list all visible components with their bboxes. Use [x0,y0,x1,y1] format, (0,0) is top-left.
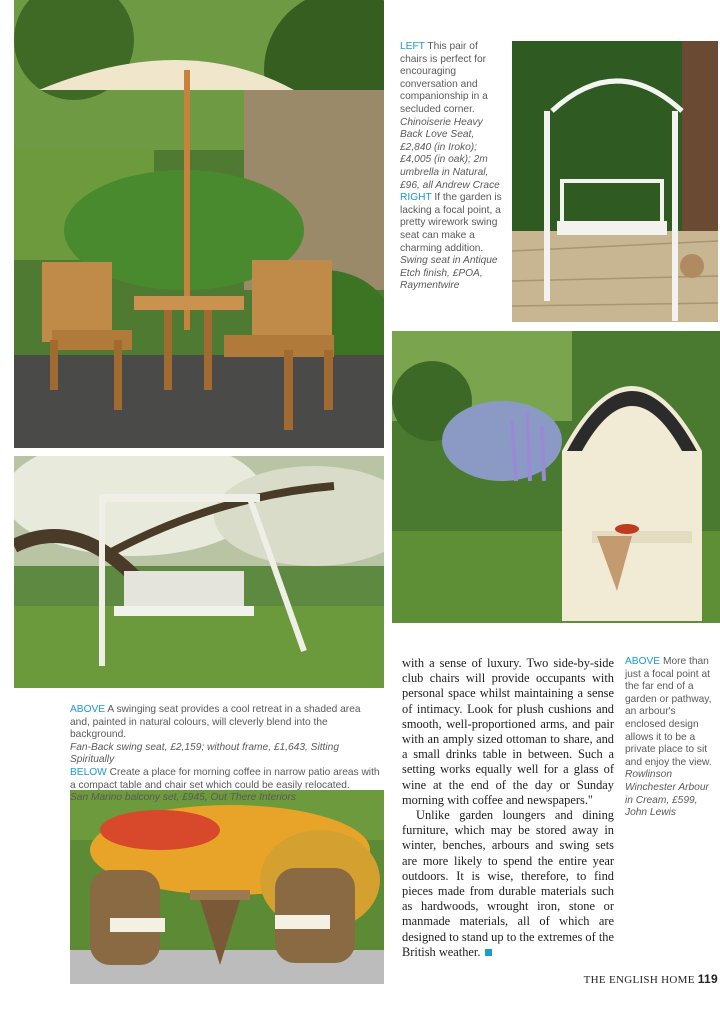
page-footer [584,972,718,986]
caption-above-text: A swinging seat provides a cool retreat in a shaded area and, painted in natural colours, will cleverly blend into the background. [70,704,361,741]
caption-below-text: Create a place for morning coffee in narrow patio areas with a compact table and chair set which could be easily relocated. [70,766,380,791]
caption-above-credit: Fan-Back swing seat, £2,159; without frame, £1,643, Sitting Spiritually [70,741,339,766]
caption-left-keyword: LEFT [400,41,425,52]
article-body [402,656,614,960]
article-paragraph-2-text: Unlike garden loungers and dining furniture, which may be stored away in winter, benches, arbours and swing sets are more likely to spend the entire year outdoors. It is wise, therefore, to find pieces made from durable materials such as hardwoods, wrought iron, stone or manmade materials, all of which are designed to stand up to the extremes of the British weather. [402,808,614,959]
end-of-article-icon [485,949,492,956]
photo-san-marino-balcony-set [70,790,384,984]
caption-left-right [400,41,506,293]
magazine-name: THE ENGLISH HOME [583,974,695,986]
article-paragraph-1: with a sense of luxury. Two side-by-side club chairs will provide occupants with personal space whilst maintaining a sense of intimacy. Look for plush cushions and smooth, well-proportioned arms, and pair with an amply sized ottoman to share, and a small drinks table in between. Such a setting works equally well for a glass of wine at the end of the day or Sunday morning with coffee and newspapers." [402,656,614,807]
caption-left-text: This pair of chairs is perfect for encouraging conversation and companionship in a secluded corner. [400,41,488,115]
caption-below-keyword: BELOW [70,766,107,778]
caption-arbour-text: More than just a focal point at the far end of a garden or pathway, an arbour's enclosed design allows it to be a private place to sit and enjoy the view. [625,656,712,768]
caption-above-below [70,704,382,805]
caption-arbour-keyword: ABOVE [625,656,661,667]
caption-arbour [625,656,718,820]
photo-teak-chairs-umbrella [14,0,384,448]
caption-below-credit: San Marino balcony set, £945, Out There Interiors [70,792,296,804]
caption-right-text: If the garden is lacking a focal point, a pretty wirework swing seat can make a charming addition. [400,192,502,254]
caption-left-credit: Chinoiserie Heavy Back Love Seat, £2,840 (in Iroko); £4,005 (in oak); 2m umbrella in Natural, £96, all Andrew Crace [400,116,500,191]
photo-winchester-arbour [392,331,720,623]
caption-right-credit: Swing seat in Antique Etch finish, £POA, Raymentwire [400,255,498,292]
page-number: 119 [697,972,718,986]
caption-above-keyword: ABOVE [70,704,106,715]
photo-wirework-swing-seat [512,41,718,322]
caption-right-keyword: RIGHT [400,192,432,204]
caption-arbour-credit: Rowlinson Winchester Arbour in Cream, £599, John Lewis [625,769,709,819]
article-paragraph-2 [402,808,614,960]
photo-fan-back-swing-seat [14,456,384,688]
